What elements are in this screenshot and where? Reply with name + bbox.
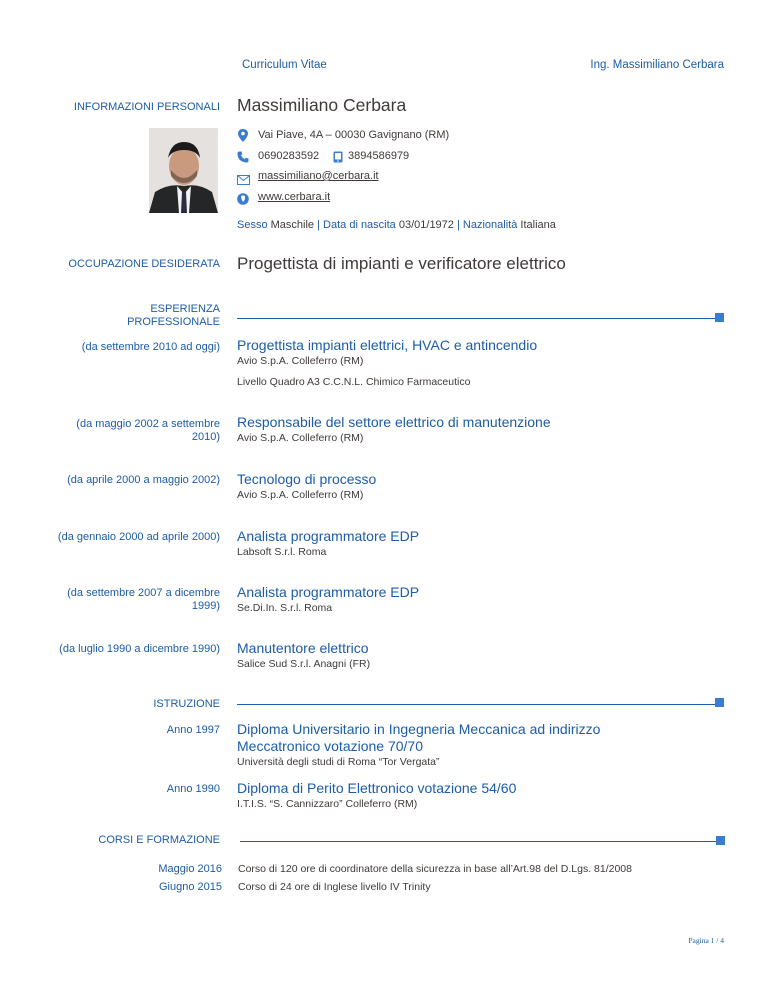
birth-label: Data di nascita — [323, 219, 396, 231]
section-square — [716, 836, 725, 845]
location-icon — [237, 129, 249, 141]
section-divider — [237, 318, 715, 319]
experience-title: Progettista impianti elettrici, HVAC e antincendio — [237, 337, 538, 353]
experience-title: Responsabile del settore elettrico di manutenzione — [237, 414, 551, 430]
experience-company: Avio S.p.A. Colleferro (RM) — [237, 432, 364, 444]
experience-date: (da gennaio 2000 ad aprile 2000) — [57, 531, 220, 543]
phone-icon — [237, 150, 249, 162]
experience-extra: Livello Quadro A3 C.C.N.L. Chimico Farmaceutico — [237, 376, 471, 388]
person-name: Massimiliano Cerbara — [237, 95, 407, 115]
portrait-photo — [149, 128, 218, 213]
experience-company: Avio S.p.A. Colleferro (RM) — [237, 489, 364, 501]
course-date: Giugno 2015 — [159, 881, 222, 893]
experience-date-line1: (da settembre 2007 a dicembre — [67, 587, 220, 599]
mobile-number: 3894586979 — [348, 150, 410, 162]
experience-date-line2: 2010) — [191, 431, 220, 443]
separator: | — [317, 219, 320, 231]
header-cv-title: Curriculum Vitae — [242, 59, 327, 71]
education-date: Anno 1990 — [166, 783, 220, 795]
header-author: Ing. Massimiliano Cerbara — [590, 59, 724, 71]
section-label-courses: CORSI E FORMAZIONE — [98, 834, 220, 846]
experience-date-line1: (da maggio 2002 a settembre — [76, 418, 220, 430]
website-link[interactable]: www.cerbara.it — [258, 191, 331, 203]
mobile-icon — [333, 150, 343, 162]
section-label-personal: INFORMAZIONI PERSONALI — [73, 101, 220, 113]
occupation-value: Progettista di impianti e verificatore elettrico — [237, 254, 566, 273]
experience-date-line2: 1999) — [191, 600, 220, 612]
page-number — [688, 936, 724, 945]
experience-date — [67, 587, 220, 613]
sex-value: Maschile — [270, 219, 315, 231]
email-icon — [237, 172, 249, 184]
section-divider — [237, 704, 715, 705]
section-label-experience — [127, 303, 220, 329]
separator: | — [456, 219, 460, 231]
education-title-line1: Diploma Universitario in Ingegneria Meccanica ad indirizzo — [237, 721, 601, 737]
education-title — [237, 721, 600, 755]
section-square — [715, 313, 724, 322]
experience-title: Manutentore elettrico — [237, 640, 369, 656]
experience-date: (da aprile 2000 a maggio 2002) — [67, 474, 220, 486]
experience-company: Salice Sud S.r.l. Anagni (FR) — [237, 658, 371, 670]
education-title-line2: Meccatronico votazione 70/70 — [237, 738, 423, 754]
birth-value: 03/01/1972 — [398, 219, 454, 231]
phone-number: 0690283592 — [258, 150, 320, 162]
experience-date: (da luglio 1990 a dicembre 1990) — [59, 643, 220, 655]
education-school: Università degli studi di Roma “Tor Vergata” — [237, 756, 440, 768]
experience-title: Analista programmatore EDP — [237, 528, 420, 544]
section-label-education: ISTRUZIONE — [153, 698, 220, 710]
page-value: 1 / 4 — [710, 936, 724, 945]
website-icon — [237, 192, 249, 204]
experience-company: Se.Di.In. S.r.l. Roma — [237, 602, 333, 614]
education-school: I.T.I.S. “S. Cannizzaro” Colleferro (RM) — [237, 798, 418, 810]
personal-details-line — [237, 219, 556, 231]
experience-date — [76, 418, 220, 444]
address-text: Vai Piave, 4A – 00030 Gavignano (RM) — [258, 129, 450, 141]
section-divider — [240, 841, 716, 842]
section-label-experience-line1: ESPERIENZA — [150, 303, 220, 315]
section-label-occupation: OCCUPAZIONE DESIDERATA — [68, 258, 220, 270]
education-date: Anno 1997 — [166, 724, 220, 736]
nationality-label: Nazionalità — [462, 219, 518, 231]
course-text: Corso di 24 ore di Inglese livello IV Trinity — [238, 881, 431, 893]
course-date: Maggio 2016 — [158, 863, 222, 875]
course-text: Corso di 120 ore di coordinatore della sicurezza in base all’Art.98 del D.Lgs. 81/2008 — [238, 863, 632, 875]
nationality-value: Italiana — [520, 219, 556, 231]
page-label: Pagina — [688, 936, 709, 945]
experience-company: Avio S.p.A. Colleferro (RM) — [237, 355, 364, 367]
email-link[interactable]: massimiliano@cerbara.it — [258, 170, 379, 182]
sex-label: Sesso — [237, 219, 268, 231]
experience-company: Labsoft S.r.l. Roma — [237, 546, 327, 558]
experience-date: (da settembre 2010 ad oggi) — [81, 341, 220, 353]
section-square — [715, 698, 724, 707]
section-label-experience-line2: PROFESSIONALE — [127, 316, 220, 328]
education-title: Diploma di Perito Elettronico votazione 54/60 — [237, 780, 517, 796]
experience-title: Tecnologo di processo — [237, 471, 377, 487]
experience-title: Analista programmatore EDP — [237, 584, 420, 600]
